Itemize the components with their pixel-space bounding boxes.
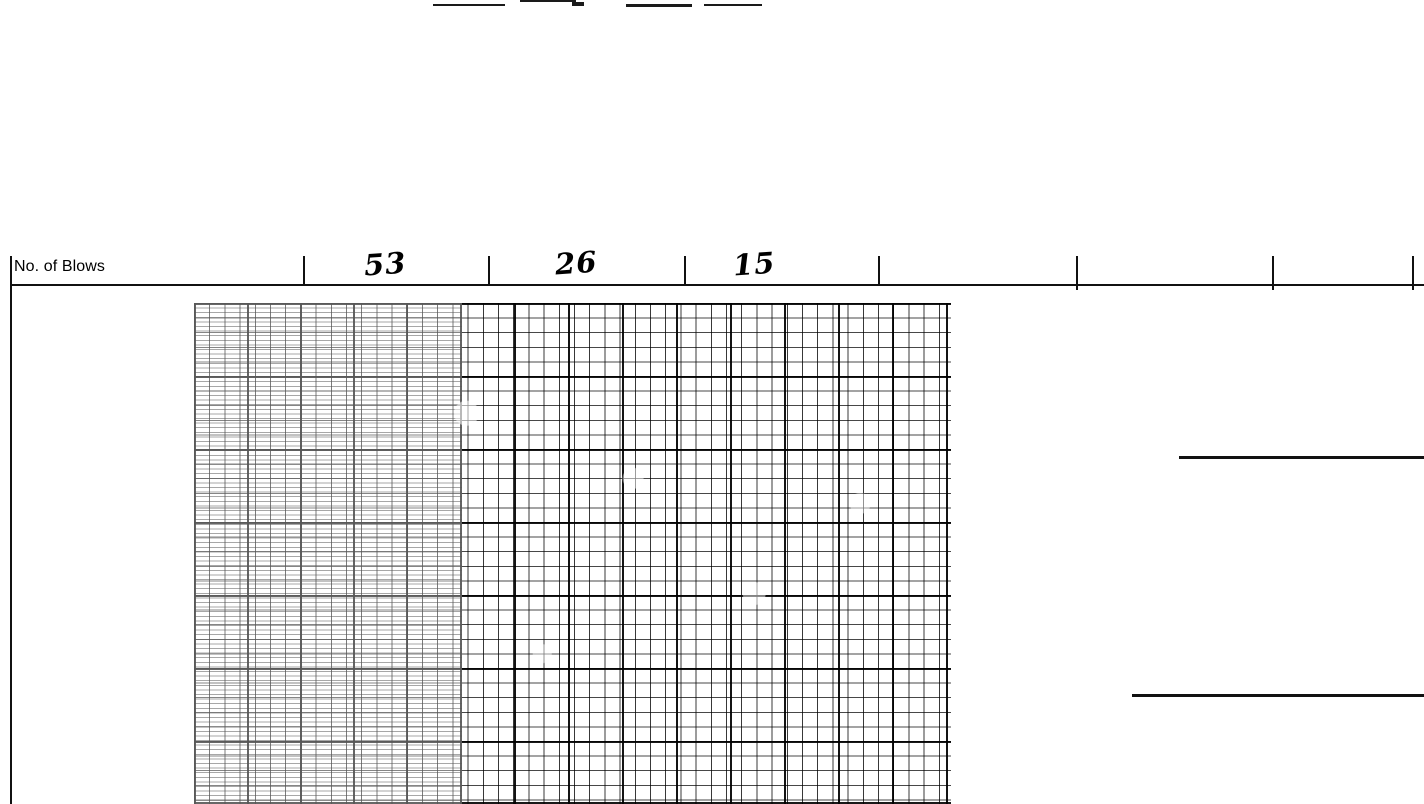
graph-paper-chart [194,303,951,804]
column-divider [684,256,686,286]
scan-artifact-mark [520,0,576,2]
scan-artifact-mark [572,2,584,6]
column-divider [488,256,490,286]
handwritten-value-blows-2: 26 [553,244,599,282]
scan-artifact-mark [433,4,505,6]
column-divider [303,256,305,286]
scan-artifact-mark [704,4,762,6]
row-label-no-of-blows: No. of Blows [14,258,106,275]
form-left-border [10,256,12,804]
column-divider [878,256,880,286]
column-divider [1412,256,1414,290]
column-divider [1272,256,1274,290]
stray-rule-upper [1179,456,1424,459]
form-header-rule [10,284,1424,286]
handwritten-value-blows-3: 15 [731,245,777,283]
scan-wash-overlay [194,303,462,804]
scan-artifact-mark [626,4,692,7]
stray-rule-lower [1132,694,1424,697]
handwritten-value-blows-1: 53 [362,245,408,283]
column-divider [1076,256,1078,290]
